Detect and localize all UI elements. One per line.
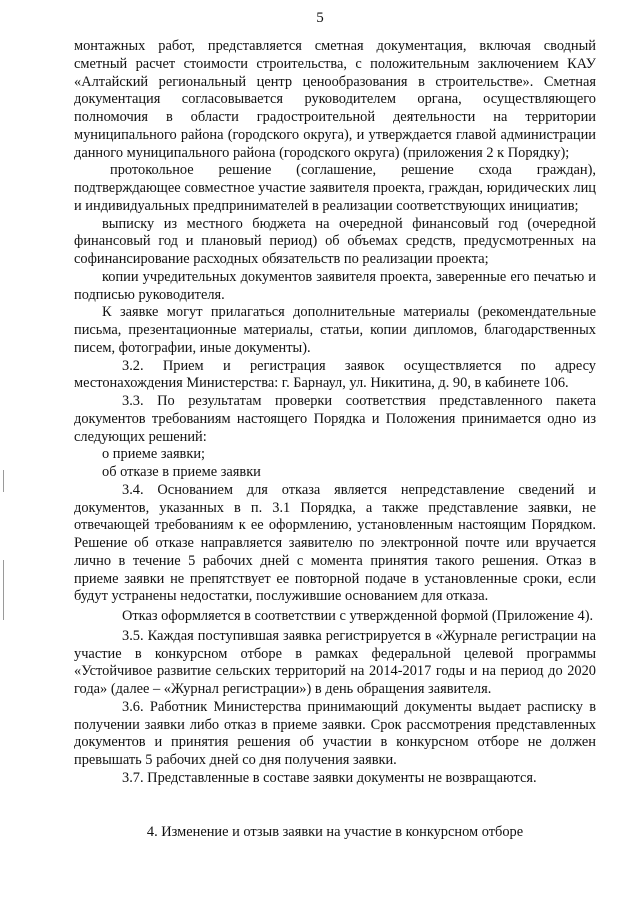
paragraph-founding-documents: копии учредительных документов заявителя проекта, заверенные его печатью и подписью руководителя.	[74, 268, 596, 303]
paragraph-3-5: 3.5. Каждая поступившая заявка регистрируется в «Журнале регистрации на участие в конкурсном отборе в рамках федеральной целевой программы «Устойчивое развитие сельских территорий на 2014-2017 годы и на период до 2020 года» (далее – «Журнал регистрации») в день обращения заявителя.	[74, 627, 596, 697]
page-number: 5	[316, 10, 324, 26]
paragraph-refusal-form: Отказ оформляется в соответствии с утвержденной формой (Приложение 4).	[122, 608, 594, 624]
paragraph-3-2: 3.2. Прием и регистрация заявок осуществляется по адресу местонахождения Министерства: г. Барнаул, ул. Никитина, д. 90, в кабинете 106.	[74, 357, 596, 392]
paragraph-estimate-documentation: монтажных работ, представляется сметная документация, включая сводный сметный расчет стоимости строительства, с положительным заключением КАУ «Алтайский региональный центр ценообразования в строительстве». Сметная документация согласовывается руководителем органа, осуществляющего полномочия в области градостроительной деятельности на территории муниципального района (городского округа), и утверждается главой администрации данного муниципального района (городского округа) (приложения 2 к Порядку);	[74, 38, 596, 161]
paragraph-3-4: 3.4. Основанием для отказа является непредставление сведений и документов, указанных в п. 3.1 Порядка, а также представление заявки, не отвечающей требованиям к ее оформлению, установленным настоящим Порядком. Решение об отказе направляется заявителю по электронной почте или вручается лично в течение 5 рабочих дней с момента принятия такого решения. Отказ в приеме заявки не препятствует ее повторной подаче в установленные сроки, если будут устранены недостатки, послужившие основанием для отказа.	[74, 481, 596, 605]
paragraph-protocol-decision: протокольное решение (соглашение, решение схода граждан), подтверждающее совместное участие заявителя проекта, граждан, юридических лиц и индивидуальных предпринимателей в реализации соответствующих инициатив;	[74, 162, 596, 214]
paragraph-additional-materials: К заявке могут прилагаться дополнительные материалы (рекомендательные письма, презентационные материалы, статьи, копии дипломов, благодарственных писем, фотографии, иные документы).	[74, 304, 596, 356]
document-body	[74, 38, 596, 788]
paragraph-3-6: 3.6. Работник Министерства принимающий документы выдает расписку в получении заявки либо отказ в приеме заявки. Срок рассмотрения представленных документов и принятия решения об участии в конкурсном отборе не должен превышать 5 рабочих дней со дня получения заявки.	[74, 698, 596, 768]
paragraph-budget-extract: выписку из местного бюджета на очередной финансовый год (очередной финансовый год и плановый период) об объемах средств, предусмотренных на софинансирование расходных обязательств по реализации проекта;	[74, 215, 596, 267]
paragraph-3-3: 3.3. По результатам проверки соответствия представленного пакета документов требованиям настоящего Порядка и Положения принимается одно из следующих решений:	[74, 393, 596, 445]
list-item-accept: о приеме заявки;	[102, 446, 206, 463]
list-item-refuse: об отказе в приеме заявки	[102, 464, 261, 480]
scan-edge-mark	[3, 560, 4, 620]
paragraph-3-7: 3.7. Представленные в составе заявки документы не возвращаются.	[122, 769, 537, 786]
section-heading: 4. Изменение и отзыв заявки на участие в конкурсном отборе	[146, 824, 524, 840]
scan-edge-mark	[3, 470, 4, 492]
